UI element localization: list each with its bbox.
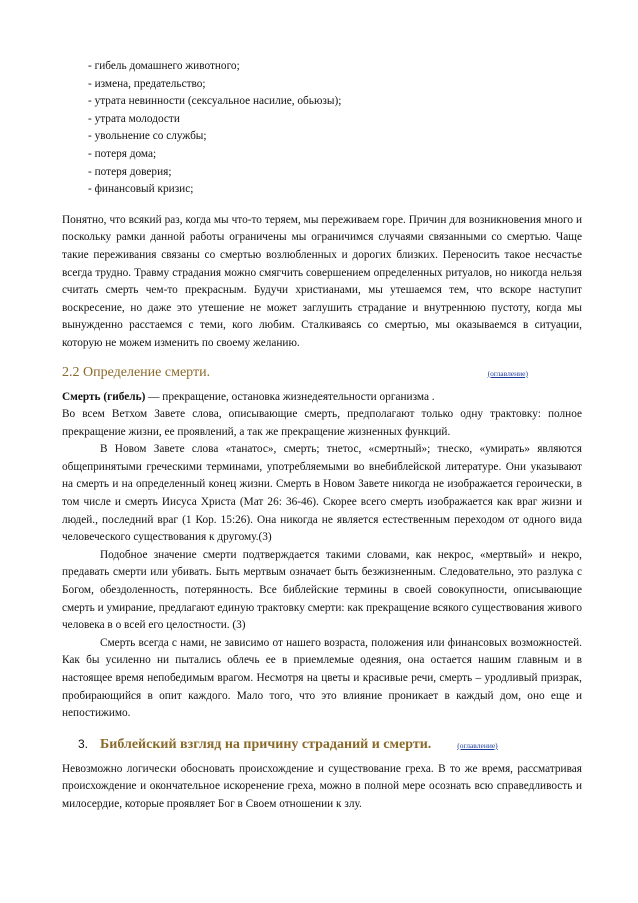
page-content [62, 58, 582, 814]
toc-link[interactable]: (оглавление) [457, 740, 498, 750]
list-item: - увольнение со службы; [88, 130, 207, 143]
section-title: Библейский взгляд на причину страданий и смерти. [100, 736, 432, 752]
list-item: - потеря дома; [88, 147, 157, 160]
list-item: - утрата молодости [88, 112, 180, 125]
list-item: - измена, предательство; [88, 77, 206, 90]
paragraph-new-testament: В Новом Завете слова «танатос», смерть; тнетос, «смертный»; тнеско, «умирать» являются общепринятыми греческими терминами, употребляемыми во внебиблейской литературе. Они указывают на смерть и на определенный конец жизни. Смерть в Новом Завете никогда не изображается героически, в том числе и смерть Иисуса Христа (Мат 26: 36-46). Скорее всего смерть изображается как враг жизни и людей., последний враг (1 Кор. 15:26). Она никогда не является естественным переходом от одного вида человеческого существования к другому.(3) [62, 443, 582, 544]
loss-list [88, 58, 582, 199]
section-heading-biblical-view [62, 737, 582, 753]
paragraph-grief: Понятно, что всякий раз, когда мы что-то теряем, мы переживаем горе. Причин для возникновения много и поскольку рамки данной работы ограничены мы ограничимся случаями связанными со смертью. Чаще такие переживания связаны со смертью возлюбленных и дорогих близких. Переносить такое несчастье всегда трудно. Травму страдания можно смягчить совершением определенных ритуалов, но никогда нельзя считать смерть чем-то прекрасным. Будучи христианами, мы утешаемся тем, что вскоре наступит воскресение, но даже это утешение не может заглушить страдание и внутреннюю пустоту, когда мы вынужденно расстаемся с теми, кого любим. Сталкиваясь со смертью, мы оказываемся в ситуации, которую не можем изменить по своему желанию. [62, 213, 582, 349]
paragraph-definition [62, 389, 582, 407]
list-item: - гибель домашнего животного; [88, 60, 240, 72]
paragraph-sin: Невозможно логически обосновать происхождение и существование греха. В то же время, рассматривая происхождение и окончательное искоренение греха, можно в полной мере осознать всю справедливость и милосердие, которые проявляет Бог в Своем отношении к злу. [62, 762, 582, 810]
section-number: 3. [78, 736, 89, 751]
toc-link[interactable]: (оглавление) [487, 368, 528, 378]
paragraph-nekros: Подобное значение смерти подтверждается такими словами, как некрос, «мертвый» и некро, предавать смерти или убивать. Быть мертвым означает быть безжизненным. Следовательно, это разлука с Богом, обездоленность, потерянность. Все библейские термины в своей совокупности, описывающие смерть и умирание, предлагают единую трактовку смерти: как прекращение всякого существования живого человека в о всей его целостности. (3) [62, 548, 582, 632]
definition-text: — прекращение, остановка жизнедеятельности организма . [145, 390, 435, 403]
spacer [62, 199, 582, 212]
section-heading-definition [62, 365, 582, 381]
list-item: - потеря доверия; [88, 165, 172, 178]
section-title: 2.2 Определение смерти. [62, 364, 211, 380]
list-item: - финансовый кризис; [88, 183, 194, 196]
definition-term: Смерть (гибель) [62, 390, 146, 403]
paragraph-enemy: Смерть всегда с нами, не зависимо от нашего возраста, положения или финансовых возможностей. Как бы усиленно ни пытались облечь ее в приемлемые одеяния, она остается нашим главным и в настоящее время непобедимым врагом. Несмотря на цветы и красивые речи, смерть – уродливый призрак, пробирающийся в опит каждого. Мало того, что это влияние проникает в каждый дом, оно еще и непостижимо. [62, 636, 582, 720]
paragraph-old-testament: Во всем Ветхом Завете слова, описывающие смерть, предполагают только одну трактовку: полное прекращение жизни, ее проявлений, а так же прекращение жизненных функций. [62, 408, 582, 438]
list-item: - утрата невинности (сексуальное насилие, обьюзы); [88, 95, 342, 108]
